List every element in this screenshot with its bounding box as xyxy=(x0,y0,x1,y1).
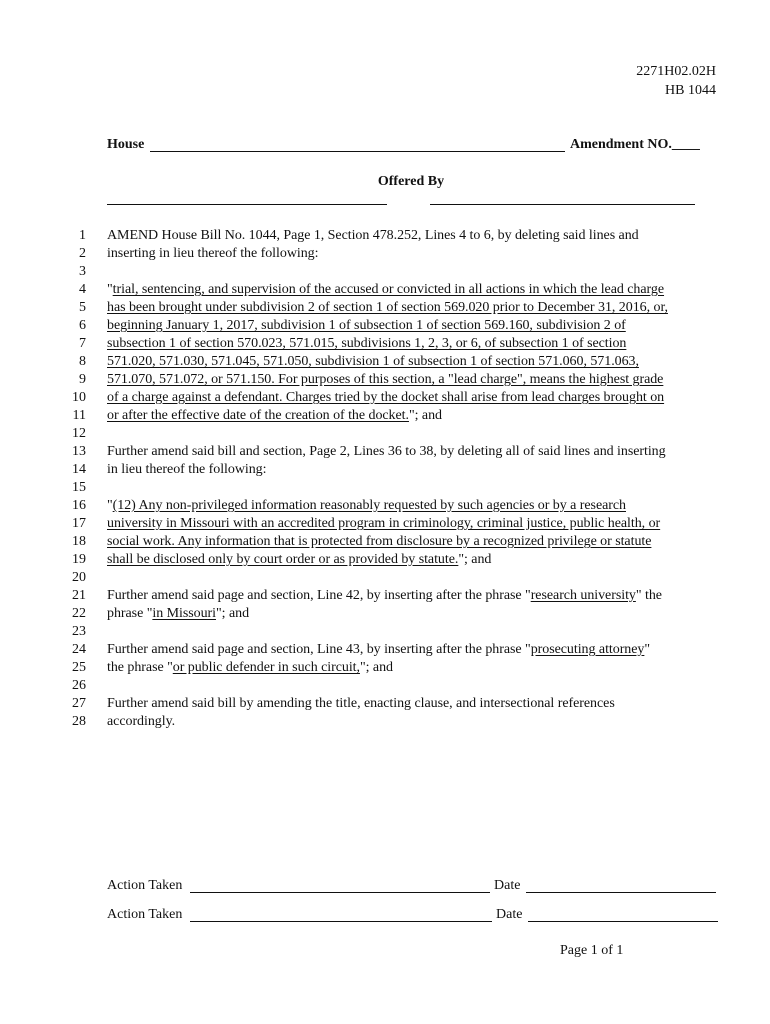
offered-by-label: Offered By xyxy=(377,174,445,189)
date-line xyxy=(528,921,718,922)
inserted-text: trial, sentencing, and supervision of the accused or convicted in all actions in which the lead charge xyxy=(112,282,665,297)
text-segment: "; and xyxy=(408,408,442,423)
text-segment: AMEND House Bill No. 1044, Page 1, Section 478.252, Lines 4 to 6, by deleting said lines and xyxy=(107,228,639,243)
inserted-text: of a charge against a defendant. Charges tried by the docket shall arise from lead charges brought on xyxy=(107,390,665,405)
text-segment: "; and xyxy=(359,660,393,675)
inserted-text: (12) Any non-privileged information reasonably requested by such agencies or by a research xyxy=(112,498,626,513)
line-number: 6 xyxy=(79,318,86,333)
line-number: 20 xyxy=(72,570,86,585)
action-taken-line xyxy=(190,921,492,922)
line-text xyxy=(107,587,662,605)
line-text xyxy=(107,227,639,245)
line-text xyxy=(107,281,664,299)
line-number: 2 xyxy=(79,246,86,261)
line-number: 27 xyxy=(72,696,86,711)
line-text xyxy=(107,605,249,623)
line-text xyxy=(107,641,650,659)
line-number: 4 xyxy=(79,282,86,297)
line-number: 16 xyxy=(72,498,86,513)
line-text xyxy=(107,695,615,713)
line-number: 25 xyxy=(72,660,86,675)
inserted-text: has been brought under subdivision 2 of section 1 of section 569.020 prior to December 31, 2016, or, xyxy=(107,300,668,315)
line-number: 14 xyxy=(72,462,86,477)
text-segment: " xyxy=(107,498,113,513)
text-segment: Further amend said page and section, Line 43, by inserting after the phrase " xyxy=(107,642,531,657)
amendment-number-label: Amendment NO.____ xyxy=(570,137,700,152)
line-number: 8 xyxy=(79,354,86,369)
line-number: 15 xyxy=(72,480,86,495)
text-segment: " the xyxy=(635,588,662,603)
line-number: 17 xyxy=(72,516,86,531)
action-taken-label: Action Taken xyxy=(107,907,183,922)
line-text xyxy=(107,407,442,425)
text-segment: "; and xyxy=(458,552,492,567)
inserted-text: social work. Any information that is protected from disclosure by a recognized privilege or statute xyxy=(107,534,652,549)
line-text xyxy=(107,515,660,533)
inserted-text: prosecuting attorney xyxy=(530,642,645,657)
line-number: 12 xyxy=(72,426,86,441)
line-number: 18 xyxy=(72,534,86,549)
text-segment: in lieu thereof the following: xyxy=(107,462,267,477)
line-text xyxy=(107,497,626,515)
line-number: 13 xyxy=(72,444,86,459)
date-label: Date xyxy=(494,878,521,893)
line-text xyxy=(107,245,318,263)
action-taken-label: Action Taken xyxy=(107,878,183,893)
line-number: 22 xyxy=(72,606,86,621)
line-number: 23 xyxy=(72,624,86,639)
page-number: Page 1 of 1 xyxy=(560,943,624,958)
date-label: Date xyxy=(496,907,523,922)
bill-number: HB 1044 xyxy=(665,83,716,98)
line-text xyxy=(107,299,668,317)
text-segment: inserting in lieu thereof the following: xyxy=(107,246,319,261)
offered-by-line-right xyxy=(430,204,695,205)
line-number: 21 xyxy=(72,588,86,603)
inserted-text: beginning January 1, 2017, subdivision 1 of subsection 1 of section 569.160, subdivision 2 of xyxy=(107,318,626,333)
date-line xyxy=(526,892,716,893)
text-segment: Further amend said bill by amending the title, enacting clause, and intersectional references xyxy=(107,696,615,711)
line-text xyxy=(107,551,491,569)
inserted-text: 571.020, 571.030, 571.045, 571.050, subdivision 1 of subsection 1 of section 571.060, 571.063, xyxy=(107,354,639,369)
line-text xyxy=(107,371,663,389)
line-text xyxy=(107,389,664,407)
text-segment: " xyxy=(644,642,651,657)
text-segment: phrase " xyxy=(107,606,153,621)
house-label: House xyxy=(107,137,145,152)
line-number: 24 xyxy=(72,642,86,657)
action-taken-line xyxy=(190,892,490,893)
line-text xyxy=(107,335,626,353)
inserted-text: subsection 1 of section 570.023, 571.015, subdivisions 1, 2, 3, or 6, of subsection 1 of section xyxy=(107,336,627,351)
line-number: 1 xyxy=(79,228,86,243)
line-text xyxy=(107,533,651,551)
line-number: 19 xyxy=(72,552,86,567)
inserted-text: in Missouri xyxy=(152,606,216,621)
inserted-text: 571.070, 571.072, or 571.150. For purposes of this section, a "lead charge", means the highest grade xyxy=(107,372,664,387)
inserted-text: or after the effective date of the creation of the docket. xyxy=(107,408,409,423)
line-number: 9 xyxy=(79,372,86,387)
line-number: 28 xyxy=(72,714,86,729)
text-segment: accordingly. xyxy=(107,714,176,729)
line-text xyxy=(107,317,626,335)
inserted-text: shall be disclosed only by court order or as provided by statute. xyxy=(107,552,459,567)
bill-code: 2271H02.02H xyxy=(636,64,716,79)
text-segment: Further amend said page and section, Line 42, by inserting after the phrase " xyxy=(107,588,531,603)
line-text xyxy=(107,461,266,479)
text-segment: " xyxy=(107,282,113,297)
line-number: 7 xyxy=(79,336,86,351)
line-number: 5 xyxy=(79,300,86,315)
line-text xyxy=(107,443,666,461)
line-text xyxy=(107,353,639,371)
inserted-text: or public defender in such circuit, xyxy=(172,660,360,675)
line-text xyxy=(107,659,393,677)
line-text xyxy=(107,713,175,731)
offered-by-line-left xyxy=(107,204,387,205)
line-number: 10 xyxy=(72,390,86,405)
line-number: 3 xyxy=(79,264,86,279)
text-segment: "; and xyxy=(216,606,250,621)
text-segment: Further amend said bill and section, Page 2, Lines 36 to 38, by deleting all of said lines and inserting xyxy=(107,444,666,459)
line-number: 11 xyxy=(72,408,86,423)
text-segment: the phrase " xyxy=(107,660,173,675)
house-blank-line xyxy=(150,151,565,152)
inserted-text: university in Missouri with an accredited program in criminology, criminal justice, public health, or xyxy=(107,516,661,531)
inserted-text: research university xyxy=(530,588,636,603)
line-number: 26 xyxy=(72,678,86,693)
